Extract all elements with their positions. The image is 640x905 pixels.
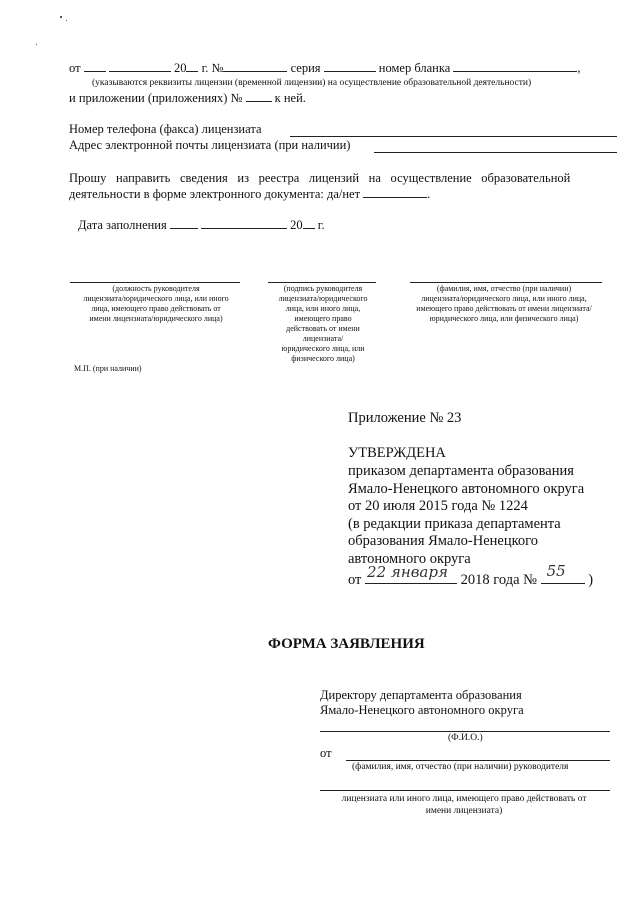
day-field[interactable]	[84, 60, 106, 72]
approved-heading: УТВЕРЖДЕНА	[348, 445, 446, 461]
caption-line: лицензиата/	[302, 334, 344, 343]
approval-last-suffix: )	[588, 572, 594, 588]
handwritten-date-field	[365, 563, 457, 584]
caption-line: (фамилия, имя, отчество (при наличии)	[436, 284, 572, 293]
fill-date-label: Дата заполнения	[78, 218, 167, 232]
approval-last-prefix: от	[348, 572, 362, 588]
request-line-2: деятельности в форме электронного документа: да/нет .	[69, 187, 431, 201]
caption-line: лицензиата/юридического лица, или иного лица,	[421, 294, 587, 303]
fio-caption: (Ф.И.О.)	[448, 733, 483, 743]
fill-year-field[interactable]	[303, 217, 315, 229]
blank-number-label: номер бланка	[378, 61, 451, 75]
caption-line: лицензиата или иного лица, имеющего право действовать от	[341, 794, 587, 804]
approval-line: образования Ямало-Ненецкого	[348, 533, 538, 549]
blank-number-field[interactable]	[453, 60, 577, 72]
series-field[interactable]	[324, 60, 376, 72]
caption-line: имени лицензиата)	[425, 806, 503, 816]
caption-line: (должность руководителя	[112, 284, 200, 293]
position-signature-line[interactable]	[70, 282, 240, 283]
caption-line: действовать от имени	[286, 324, 360, 333]
email-label: Адрес электронной почты лицензиата (при наличии)	[69, 138, 351, 152]
licensee-field[interactable]	[320, 790, 610, 791]
license-line-2	[69, 90, 306, 106]
handwritten-number: 55	[546, 562, 566, 580]
from-label: от	[69, 61, 81, 75]
fullname-caption	[386, 284, 622, 324]
licensee-caption	[312, 793, 616, 817]
caption-line: физического лица)	[291, 354, 355, 363]
caption-line: юридического лица, или физического лица)	[429, 314, 579, 323]
stamp-label: М.П. (при наличии)	[74, 364, 142, 373]
approval-line: Ямало-Ненецкого автономного округа	[348, 480, 585, 497]
fill-day-field[interactable]	[170, 217, 198, 229]
appendix-number: Приложение № 23	[348, 410, 462, 426]
caption-line: лица, имеющего право действовать от	[91, 304, 221, 313]
appendix-number-field[interactable]	[246, 90, 272, 102]
caption-line: имени лицензиата/юридического лица)	[89, 314, 223, 323]
caption-line: лица, или иного лица,	[285, 304, 361, 313]
approval-line: автономного округа	[348, 550, 471, 567]
fill-year-suffix: г.	[317, 218, 325, 232]
caption-line: (подпись руководителя	[283, 284, 363, 293]
phone-field[interactable]	[290, 136, 617, 137]
caption-line: имеющего право	[294, 314, 352, 323]
handwritten-date: 22 января	[367, 563, 448, 581]
approval-details	[348, 463, 584, 568]
handwritten-number-field	[541, 562, 585, 584]
request-line-2-text: деятельности в форме электронного документа: да/нет	[69, 187, 361, 201]
number-label: г. №	[201, 61, 224, 75]
email-field[interactable]	[374, 152, 617, 153]
caption-line: имеющего право действовать от имени лицензиата/	[416, 304, 592, 313]
yes-no-field[interactable]	[363, 186, 427, 198]
license-number-field[interactable]	[223, 60, 287, 72]
addressee-line-1: Директору департамента образования	[320, 688, 522, 702]
caption-line: юридического лица, или	[281, 344, 365, 353]
applicant-name-field[interactable]	[346, 760, 610, 761]
appendix-suffix: к ней.	[274, 91, 306, 105]
fio-field[interactable]	[320, 731, 610, 732]
approval-last-line	[348, 562, 594, 590]
month-field[interactable]	[109, 60, 171, 72]
scan-speck	[60, 16, 62, 18]
addressee-line-2: Ямало-Ненецкого автономного округа	[320, 703, 524, 717]
year-prefix: 20	[173, 61, 187, 75]
signature-caption	[262, 284, 384, 364]
applicant-caption: (фамилия, имя, отчество (при наличии) руководителя	[352, 762, 569, 772]
position-caption	[56, 284, 256, 324]
fill-date-line	[78, 217, 325, 233]
scan-speck	[36, 44, 37, 45]
caption-line: лицензиата/юридического	[278, 294, 368, 303]
from-label-form: от	[320, 746, 332, 760]
approval-line: от 20 июля 2015 года № 1224	[348, 498, 528, 514]
request-line-1: Прошу направить сведения из реестра лицензий на осуществление образовательной	[69, 171, 571, 185]
approval-last-middle: 2018 года №	[460, 572, 537, 588]
approval-line: (в редакции приказа департамента	[348, 515, 561, 532]
approval-line: приказом департамента образования	[348, 463, 574, 479]
form-title: ФОРМА ЗАЯВЛЕНИЯ	[268, 636, 425, 652]
series-label: серия	[290, 61, 321, 75]
license-caption: (указываются реквизиты лицензии (временной лицензии) на осуществление образовательной деятельности)	[92, 78, 532, 88]
signature-line[interactable]	[268, 282, 376, 283]
caption-line: лицензиата/юридического лица, или иного	[83, 294, 229, 303]
license-line-1: от 20 г. № серия номер бланка ,	[69, 61, 581, 75]
phone-label: Номер телефона (факса) лицензиата	[69, 122, 262, 136]
fill-year-prefix: 20	[290, 218, 303, 232]
scan-speck	[66, 20, 67, 21]
year-field[interactable]	[186, 60, 198, 72]
fill-month-field[interactable]	[201, 217, 287, 229]
appendix-label: и приложении (приложениях) №	[69, 91, 243, 105]
fullname-signature-line[interactable]	[410, 282, 602, 283]
